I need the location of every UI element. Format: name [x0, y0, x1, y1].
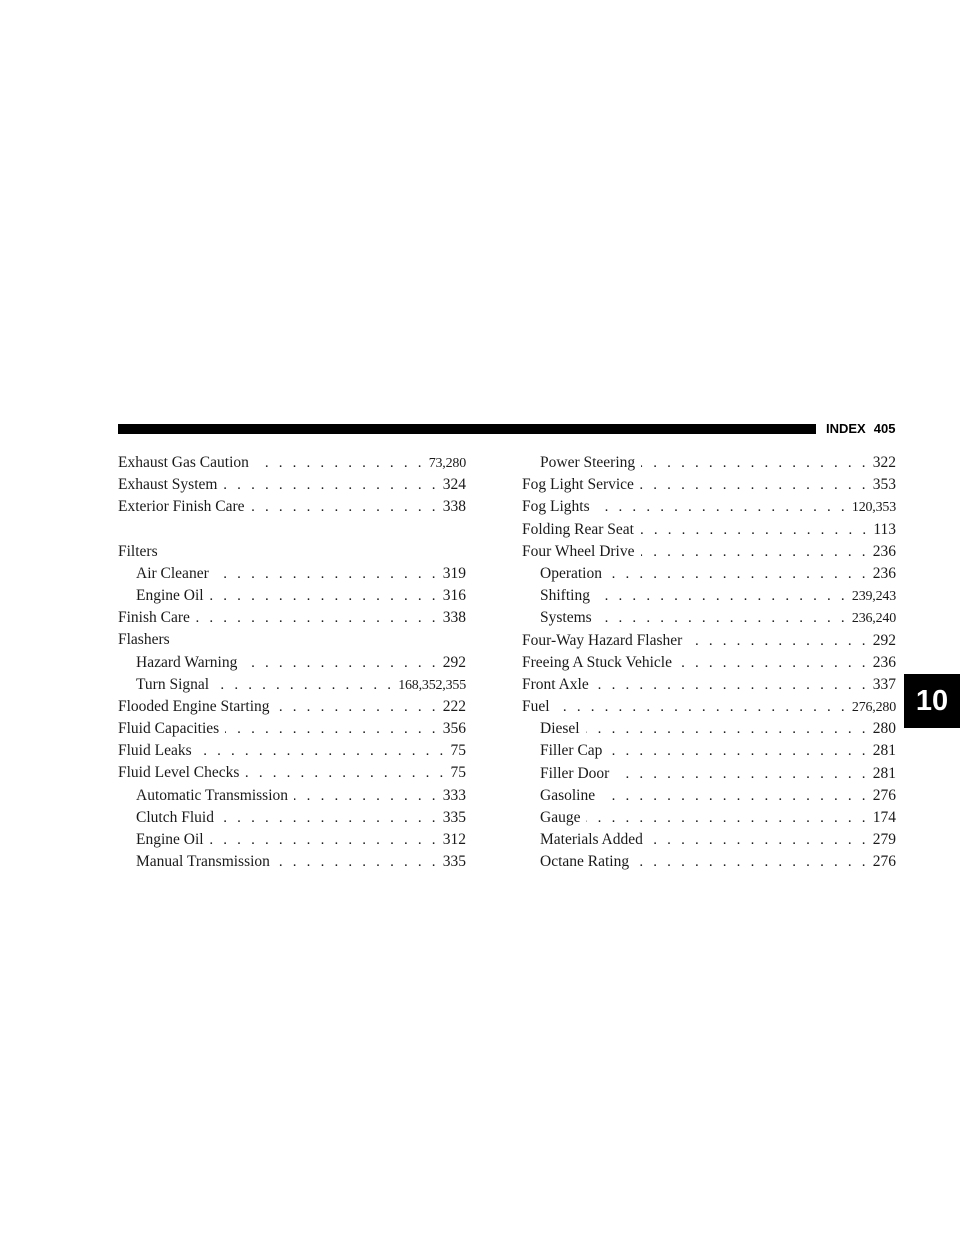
index-entry [118, 696, 466, 718]
page-reference: 276 [872, 786, 896, 804]
index-entry [522, 496, 896, 518]
page-reference: 333 [442, 786, 466, 804]
chapter-tab: 10 [904, 674, 960, 728]
dot-leader [245, 762, 446, 784]
page-reference: 236 [872, 653, 896, 671]
dot-leader [641, 452, 869, 474]
index-term: Gasoline [540, 786, 596, 804]
dot-leader [210, 829, 439, 851]
index-term: Manual Transmission [136, 853, 270, 871]
page-reference: 280 [872, 720, 896, 738]
index-subentry [118, 829, 466, 851]
page-reference: 276,280 [851, 700, 896, 716]
page-reference: 324 [442, 476, 466, 494]
index-term: Clutch Fluid [136, 808, 214, 826]
index-entry [522, 674, 896, 696]
index-entry [118, 718, 466, 740]
section-title: INDEX [826, 421, 866, 436]
running-header [826, 421, 895, 437]
page-reference: 335 [442, 808, 466, 826]
dot-leader [276, 851, 439, 873]
index-term: Systems [540, 609, 592, 627]
index-term: Engine Oil [136, 831, 204, 848]
page-reference: 168,352,355 [398, 677, 466, 693]
index-term: Diesel [540, 720, 580, 738]
index-term: Filters [118, 542, 158, 560]
index-subentry [118, 785, 466, 807]
dot-leader [556, 696, 848, 718]
page-reference: 236,240 [851, 611, 896, 627]
index-term: Materials Added [540, 831, 643, 849]
index-term: Filler Cap [540, 742, 603, 760]
index-term: Power Steering [540, 454, 636, 471]
index-subentry [522, 807, 896, 829]
dot-leader [598, 607, 848, 629]
dot-leader [615, 763, 868, 785]
index-term: Fog Light Service [522, 476, 634, 494]
dot-leader [255, 452, 425, 474]
dot-leader [586, 807, 868, 829]
dot-leader [640, 519, 869, 541]
page-reference: 292 [442, 653, 466, 671]
index-term: Four Wheel Drive [522, 542, 635, 560]
dot-leader [215, 674, 394, 696]
page-reference: 335 [442, 853, 466, 871]
page-reference: 319 [442, 564, 466, 582]
index-term: Octane Rating [540, 853, 630, 871]
dot-leader [276, 696, 439, 718]
dot-leader [596, 585, 848, 607]
dot-leader [223, 474, 438, 496]
index-entry [522, 696, 896, 718]
index-term: Fluid Capacities [118, 720, 220, 738]
index-term: Hazard Warning [136, 653, 238, 671]
dot-leader [220, 807, 439, 829]
index-subentry [522, 607, 896, 629]
index-term: Front Axle [522, 675, 589, 693]
index-term: Fog Lights [522, 498, 590, 516]
dot-leader [251, 496, 439, 518]
index-subentry [118, 674, 466, 696]
index-entry [118, 740, 466, 762]
dot-leader [196, 607, 439, 629]
dot-leader [294, 785, 439, 807]
page-reference: 338 [442, 609, 466, 627]
page-reference: 222 [442, 697, 466, 715]
index-subentry [118, 563, 466, 585]
index-subentry [522, 851, 896, 873]
index-term: Fuel [522, 698, 550, 716]
index-term: Flooded Engine Starting [118, 697, 270, 715]
index-subentry [118, 585, 466, 607]
page-number: 405 [873, 421, 896, 436]
index-entry [522, 630, 896, 652]
index-term: Exhaust System [118, 476, 218, 494]
dot-leader [635, 851, 869, 873]
dot-leader [678, 652, 869, 674]
index-entry [522, 652, 896, 674]
index-term: Air Cleaner [136, 564, 209, 582]
index-column-left [118, 452, 466, 873]
dot-leader [586, 718, 869, 740]
dot-leader [608, 563, 869, 585]
page-reference: 73,280 [428, 456, 466, 471]
header-rule [118, 424, 816, 434]
index-subentry [522, 585, 896, 607]
index-term: Exhaust Gas Caution [118, 454, 249, 471]
index-term: Folding Rear Seat [522, 520, 634, 538]
index-subentry [522, 785, 896, 807]
page-reference: 75 [450, 764, 466, 782]
page-reference: 120,353 [851, 500, 896, 516]
index-entry [118, 607, 466, 629]
page-reference: 276 [872, 853, 896, 871]
dot-leader [210, 585, 439, 607]
index-term: Freeing A Stuck Vehicle [522, 653, 672, 671]
page-reference: 281 [872, 742, 896, 760]
dot-leader [640, 474, 869, 496]
index-term: Four-Way Hazard Flasher [522, 631, 683, 649]
index-subentry [118, 851, 466, 873]
page-reference: 239,243 [851, 589, 896, 605]
page-reference: 356 [442, 720, 466, 738]
dot-leader [225, 718, 439, 740]
dot-leader [215, 563, 439, 585]
index-term: Operation [540, 564, 602, 582]
index-subentry [118, 807, 466, 829]
page-reference: 236 [872, 564, 896, 582]
dot-leader [596, 496, 848, 518]
dot-leader [649, 829, 869, 851]
index-entry [118, 496, 466, 518]
dot-leader [641, 541, 869, 563]
page-reference: 316 [442, 586, 466, 604]
index-term: Filler Door [540, 764, 610, 782]
index-entry [118, 474, 466, 496]
index-term: Finish Care [118, 609, 190, 627]
index-subentry [522, 829, 896, 851]
index-entry [522, 519, 896, 541]
dot-leader [608, 740, 868, 762]
index-term: Fluid Leaks [118, 742, 192, 760]
index-subentry [522, 452, 896, 474]
index-entry [118, 541, 466, 563]
page-reference: 236 [872, 542, 896, 560]
dot-leader [601, 785, 869, 807]
index-term: Exterior Finish Care [118, 498, 245, 516]
index-entry [118, 452, 466, 474]
page-reference: 113 [873, 520, 896, 538]
dot-leader [243, 652, 438, 674]
index-entry [118, 629, 466, 651]
index-subentry [522, 763, 896, 785]
index-term: Engine Oil [136, 586, 204, 604]
page-reference: 75 [450, 742, 466, 760]
index-subentry [118, 652, 466, 674]
index-entry [522, 541, 896, 563]
index-term: Shifting [540, 587, 590, 605]
index-term: Turn Signal [136, 675, 210, 693]
dot-leader [688, 630, 868, 652]
index-entry [522, 474, 896, 496]
dot-leader [595, 674, 869, 696]
page-reference: 337 [872, 675, 896, 693]
page-reference: 353 [872, 476, 896, 494]
page-reference: 322 [872, 454, 896, 471]
dot-leader [198, 740, 447, 762]
index-term: Flashers [118, 631, 170, 649]
index-subentry [522, 563, 896, 585]
page-reference: 279 [872, 831, 896, 849]
index-subentry [522, 740, 896, 762]
index-column-right [522, 452, 896, 874]
index-entry [118, 762, 466, 784]
page-reference: 312 [442, 831, 466, 848]
page-reference: 338 [442, 498, 466, 516]
page-reference: 292 [872, 631, 896, 649]
page-reference: 174 [872, 809, 896, 826]
index-term: Automatic Transmission [136, 786, 289, 804]
index-term: Gauge [540, 809, 581, 826]
page-reference: 281 [872, 764, 896, 782]
index-term: Fluid Level Checks [118, 764, 240, 782]
index-subentry [522, 718, 896, 740]
